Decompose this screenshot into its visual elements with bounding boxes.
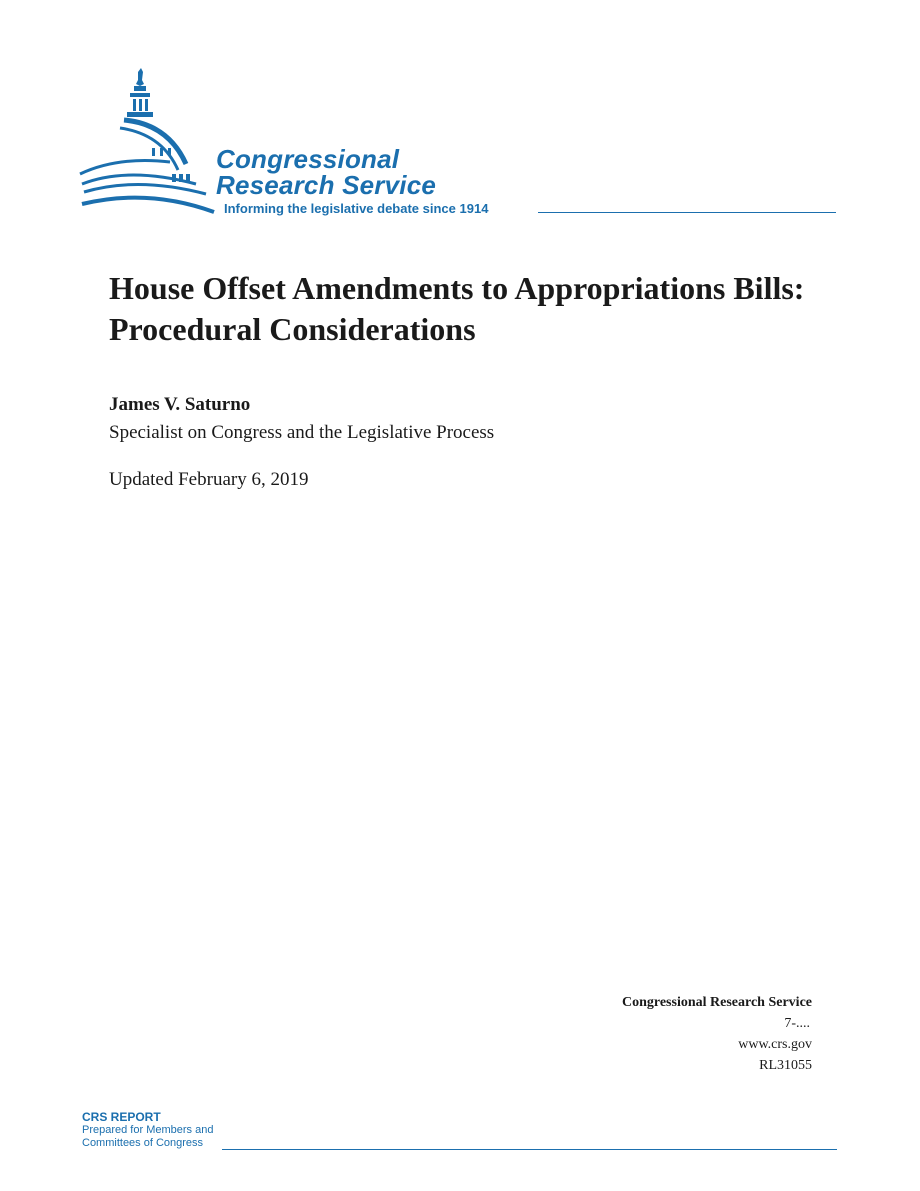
- updated-date: Updated February 6, 2019: [109, 469, 309, 490]
- author-name: James V. Saturno: [109, 394, 251, 415]
- logo-name-line1: Congressional: [216, 144, 400, 174]
- logo-name-line2: Research Service: [216, 170, 437, 200]
- header-divider: [538, 212, 836, 213]
- footer: [82, 1111, 842, 1161]
- footer-label: CRS REPORT: [82, 1110, 161, 1124]
- footer-line2: Prepared for Members and: [82, 1124, 214, 1136]
- author-role: Specialist on Congress and the Legislative Process: [109, 422, 495, 443]
- capitol-dome-icon: [78, 66, 223, 216]
- crs-info-block: [622, 992, 812, 1076]
- report-title: House Offset Amendments to Appropriations Bills: Procedural Considerations: [109, 270, 805, 347]
- footer-line3: Committees of Congress: [82, 1137, 204, 1149]
- footer-divider: [222, 1149, 837, 1150]
- crs-org-name: Congressional Research Service: [621, 995, 812, 1010]
- crs-website-link[interactable]: www.crs.gov: [738, 1037, 812, 1052]
- crs-logo: [78, 66, 838, 226]
- crs-number: 7-....: [784, 1016, 810, 1031]
- report-id: RL31055: [759, 1058, 812, 1073]
- logo-tagline: Informing the legislative debate since 1914: [224, 201, 489, 216]
